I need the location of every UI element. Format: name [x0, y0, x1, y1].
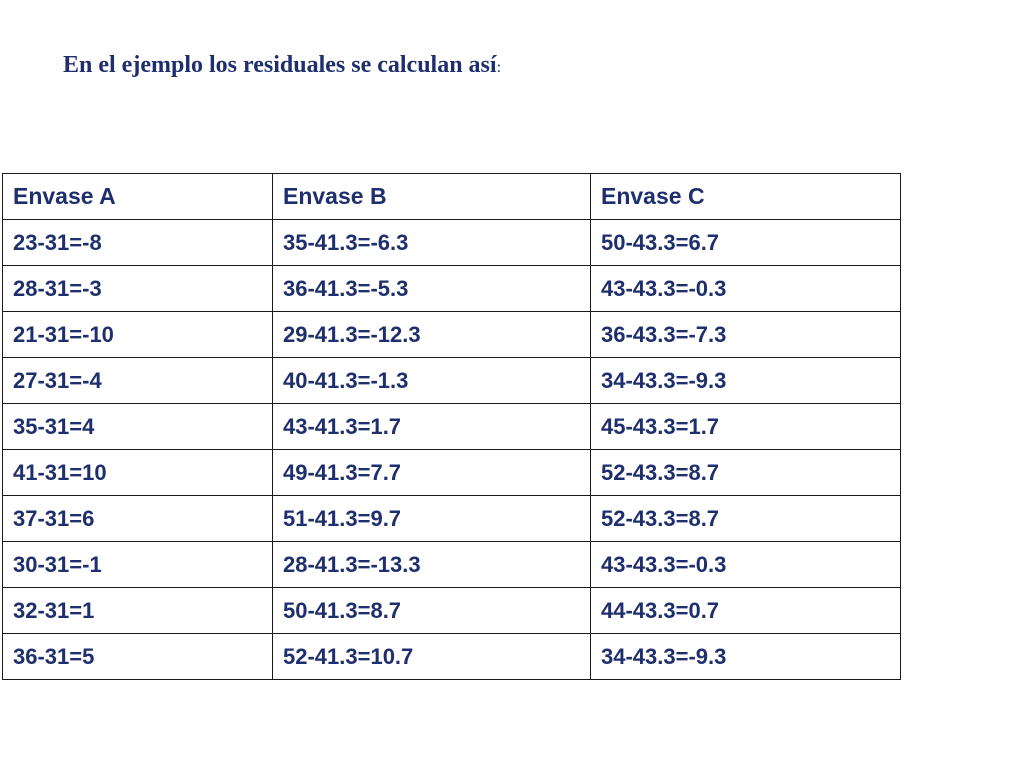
cell-envase-b: 49-41.3=7.7 [273, 450, 591, 496]
cell-envase-a: 32-31=1 [3, 588, 273, 634]
table-row [3, 588, 901, 634]
table-header-row [3, 174, 901, 220]
table-row [3, 312, 901, 358]
cell-envase-b: 36-41.3=-5.3 [273, 266, 591, 312]
cell-envase-b: 43-41.3=1.7 [273, 404, 591, 450]
cell-envase-c: 34-43.3=-9.3 [591, 358, 901, 404]
cell-envase-c: 45-43.3=1.7 [591, 404, 901, 450]
cell-envase-c: 43-43.3=-0.3 [591, 542, 901, 588]
table-body [3, 220, 901, 680]
cell-envase-a: 27-31=-4 [3, 358, 273, 404]
cell-envase-a: 30-31=-1 [3, 542, 273, 588]
cell-envase-a: 41-31=10 [3, 450, 273, 496]
table-row [3, 220, 901, 266]
table-row [3, 358, 901, 404]
header-envase-b: Envase B [273, 174, 591, 220]
cell-envase-c: 50-43.3=6.7 [591, 220, 901, 266]
cell-envase-c: 52-43.3=8.7 [591, 450, 901, 496]
cell-envase-c: 34-43.3=-9.3 [591, 634, 901, 680]
cell-envase-b: 40-41.3=-1.3 [273, 358, 591, 404]
cell-envase-a: 28-31=-3 [3, 266, 273, 312]
residuals-table [2, 173, 901, 680]
cell-envase-b: 52-41.3=10.7 [273, 634, 591, 680]
table-row [3, 634, 901, 680]
cell-envase-b: 29-41.3=-12.3 [273, 312, 591, 358]
cell-envase-b: 35-41.3=-6.3 [273, 220, 591, 266]
slide-title-colon: : [496, 59, 502, 76]
cell-envase-a: 36-31=5 [3, 634, 273, 680]
slide-title [63, 52, 501, 79]
cell-envase-c: 52-43.3=8.7 [591, 496, 901, 542]
cell-envase-a: 37-31=6 [3, 496, 273, 542]
cell-envase-b: 28-41.3=-13.3 [273, 542, 591, 588]
cell-envase-a: 35-31=4 [3, 404, 273, 450]
table-row [3, 450, 901, 496]
table-row [3, 496, 901, 542]
cell-envase-c: 44-43.3=0.7 [591, 588, 901, 634]
table-row [3, 542, 901, 588]
table-row [3, 404, 901, 450]
cell-envase-a: 21-31=-10 [3, 312, 273, 358]
slide-title-text: En el ejemplo los residuales se calculan así [63, 52, 497, 78]
header-envase-c: Envase C [591, 174, 901, 220]
cell-envase-c: 43-43.3=-0.3 [591, 266, 901, 312]
cell-envase-b: 51-41.3=9.7 [273, 496, 591, 542]
cell-envase-c: 36-43.3=-7.3 [591, 312, 901, 358]
cell-envase-b: 50-41.3=8.7 [273, 588, 591, 634]
cell-envase-a: 23-31=-8 [3, 220, 273, 266]
header-envase-a: Envase A [3, 174, 273, 220]
table-row [3, 266, 901, 312]
